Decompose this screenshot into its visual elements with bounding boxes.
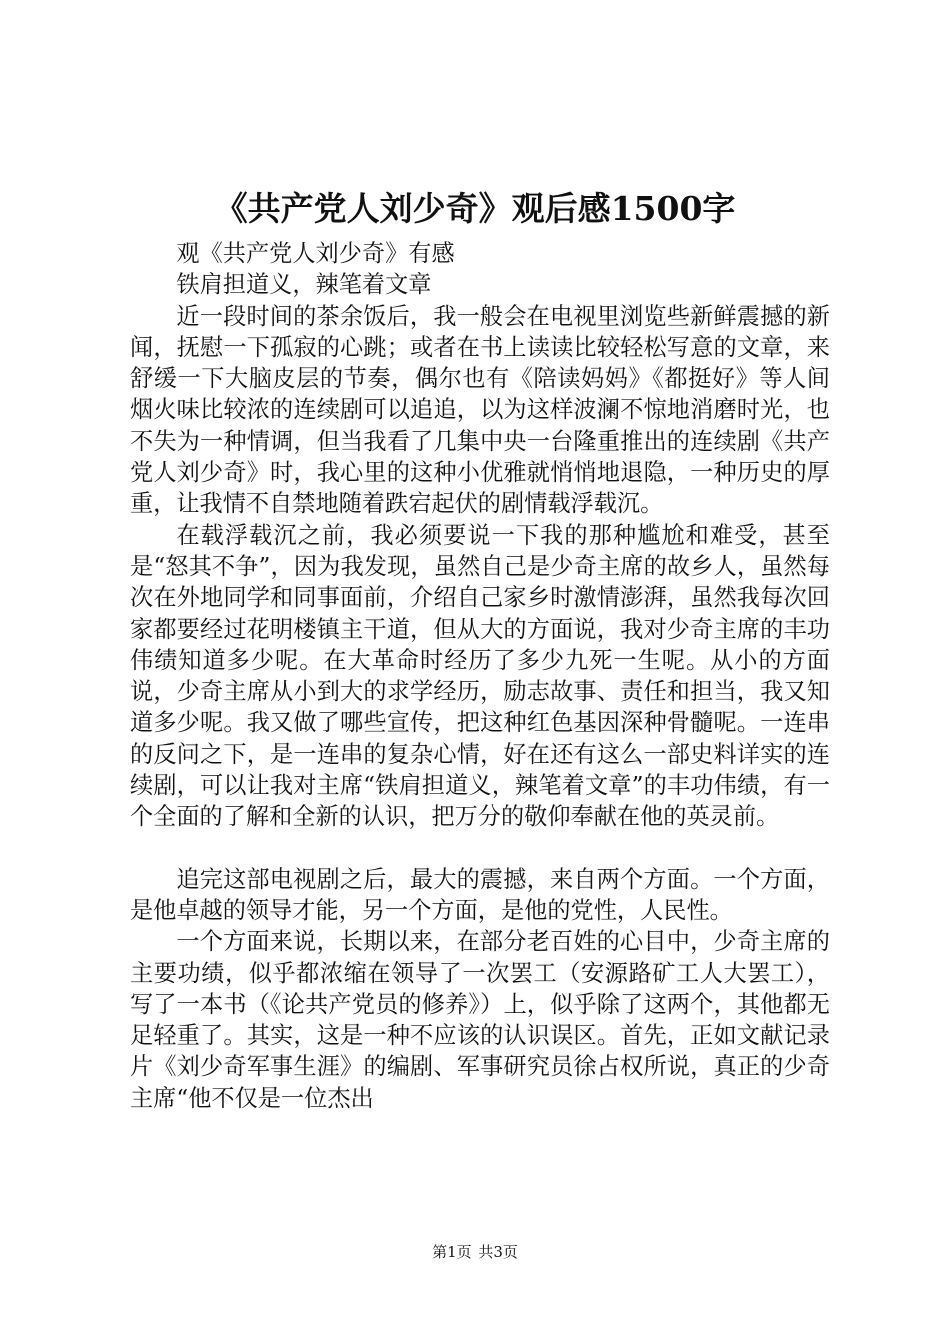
body-paragraph: 一个方面来说，长期以来，在部分老百姓的心目中，少奇主席的主要功绩，似乎都浓缩在领导了一次罢工（安源路矿工人大罢工），写了一本书（《论共产党员的修养》）上，似乎除了这两个，其他都无足轻重了。其实，这是一种不应该的认识误区。首先，正如文献记录片《刘少奇军事生涯》的编剧、军事研究员徐占权所说，真正的少奇主席“他不仅是一位杰出 — [130, 928, 830, 1112]
body-paragraph: 近一段时间的茶余饭后，我一般会在电视里浏览些新鲜震撼的新闻，抚慰一下孤寂的心跳；或者在书上读读比较轻松写意的文章，来舒缓一下大脑皮层的节奏，偶尔也有《陪读妈妈》《都挺好》等人间烟火味比较浓的连续剧可以追追，以为这样波澜不惊地消磨时光，也不失为一种情调，但当我看了几集中央一台隆重推出的连续剧《共产党人刘少奇》时，我心里的这种小优雅就悄悄地退隐，一种历史的厚重，让我情不自禁地随着跌宕起伏的剧情载浮载沉。 — [130, 302, 830, 518]
page-number: 第1页 — [432, 1243, 472, 1261]
document-body — [130, 238, 830, 1114]
document-title: 《共产党人刘少奇》观后感1500字 — [214, 189, 736, 228]
motto-paragraph: 铁肩担道义，辣笔着文章 — [176, 271, 432, 299]
page-total: 共3页 — [478, 1243, 518, 1261]
body-paragraph: 在载浮载沉之前，我必须要说一下我的那种尴尬和难受，甚至是“怒其不争”，因为我发现，虽然自己是少奇主席的故乡人，虽然每次在外地同学和同事面前，介绍自己家乡时激情澎湃，虽然我每次回家都要经过花明楼镇主干道，但从大的方面说，我对少奇主席的丰功伟绩知道多少呢。在大革命时经历了多少九死一生呢。从小的方面说，少奇主席从小到大的求学经历，励志故事、责任和担当，我又知道多少呢。我又做了哪些宣传，把这种红色基因深种骨髓呢。一连串的反问之下，是一连串的复杂心情，好在还有这么一部史料详实的连续剧，可以让我对主席“铁肩担道义，辣笔着文章”的丰功伟绩，有一个全面的了解和全新的认识，把万分的敬仰奉献在他的英灵前。 — [130, 521, 830, 831]
subtitle-paragraph: 观《共产党人刘少奇》有感 — [176, 240, 455, 267]
body-paragraph: 追完这部电视剧之后，最大的震撼，来自两个方面。一个方面，是他卓越的领导才能，另一个方面，是他的党性，人民性。 — [130, 865, 830, 924]
page-footer — [0, 1242, 950, 1262]
